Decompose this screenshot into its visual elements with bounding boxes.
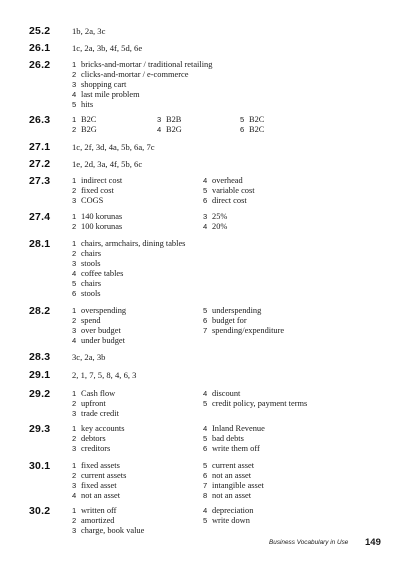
page-number: 149 xyxy=(365,537,381,548)
answer-item: 2 chairs xyxy=(72,249,101,258)
answer-item: 5 chairs xyxy=(72,279,101,288)
answer-item: 2 B2G xyxy=(72,125,97,134)
answer-item: 4 depreciation xyxy=(203,506,254,515)
exercise-number: 27.1 xyxy=(29,141,51,153)
exercise-number: 27.4 xyxy=(29,211,51,223)
book-title: Business Vocabulary in Use xyxy=(269,539,349,546)
exercise-number: 27.2 xyxy=(29,158,51,170)
answer-item: 2 spend xyxy=(72,316,101,325)
answer-item: 5 underspending xyxy=(203,306,262,315)
answer-item: 5 current asset xyxy=(203,461,255,470)
exercise-number: 30.1 xyxy=(29,460,51,472)
answer-item: 5 credit policy, payment terms xyxy=(203,399,308,408)
answer-item: 3 charge, book value xyxy=(72,526,145,535)
answer-line: 1e, 2d, 3a, 4f, 5b, 6c xyxy=(72,159,143,169)
answer-item: 6 not an asset xyxy=(203,471,252,480)
answer-item: 3 creditors xyxy=(72,444,111,453)
answer-item: 3 B2B xyxy=(157,115,182,124)
answer-item: 7 intangible asset xyxy=(203,481,264,490)
answer-item: 6 write them off xyxy=(203,444,260,453)
answer-item: 2 amortized xyxy=(72,516,115,525)
answer-item: 2 100 korunas xyxy=(72,222,123,231)
answer-item: 1 fixed assets xyxy=(72,461,120,470)
answer-item: 4 not an asset xyxy=(72,491,121,500)
answer-item: 4 coffee tables xyxy=(72,269,124,278)
exercise-number: 29.1 xyxy=(29,369,51,381)
answer-item: 2 debtors xyxy=(72,434,106,443)
answer-item: 4 discount xyxy=(203,389,241,398)
answer-item: 2 fixed cost xyxy=(72,186,114,195)
answer-item: 3 trade credit xyxy=(72,409,119,418)
answer-item: 6 budget for xyxy=(203,316,247,325)
answer-item: 7 spending/expenditure xyxy=(203,326,285,335)
answer-item: 5 bad debts xyxy=(203,434,244,443)
answer-item: 1 key accounts xyxy=(72,424,125,433)
answer-item: 4 last mile problem xyxy=(72,90,140,99)
exercise-number: 26.3 xyxy=(29,114,51,126)
exercise-number: 29.2 xyxy=(29,388,51,400)
exercise-number: 26.2 xyxy=(29,59,51,71)
exercise-number: 28.2 xyxy=(29,305,51,317)
answer-item: 1 chairs, armchairs, dining tables xyxy=(72,239,186,248)
answer-item: 5 hits xyxy=(72,100,94,109)
answer-item: 5 B2C xyxy=(240,115,265,124)
answer-item: 4 overhead xyxy=(203,176,243,185)
answer-item: 1 B2C xyxy=(72,115,97,124)
answer-item: 1 bricks-and-mortar / traditional retailing xyxy=(72,60,213,69)
answer-item: 2 upfront xyxy=(72,399,106,408)
answer-item: 4 20% xyxy=(203,222,228,231)
answer-item: 1 written off xyxy=(72,506,117,515)
answer-line: 1c, 2a, 3b, 4f, 5d, 6e xyxy=(72,43,143,53)
answer-line: 2, 1, 7, 5, 8, 4, 6, 3 xyxy=(72,370,137,380)
answer-line: 1b, 2a, 3c xyxy=(72,26,106,36)
answer-item: 1 140 korunas xyxy=(72,212,123,221)
exercise-number: 30.2 xyxy=(29,505,51,517)
answer-item: 6 direct cost xyxy=(203,196,247,205)
answer-item: 1 indirect cost xyxy=(72,176,123,185)
answer-item: 3 over budget xyxy=(72,326,121,335)
answer-item: 3 shopping cart xyxy=(72,80,127,89)
answer-item: 3 fixed asset xyxy=(72,481,117,490)
answer-item: 4 B2G xyxy=(157,125,182,134)
exercise-number: 28.1 xyxy=(29,238,51,250)
answer-item: 3 stools xyxy=(72,259,101,268)
answer-item: 6 stools xyxy=(72,289,101,298)
exercise-number: 29.3 xyxy=(29,423,51,435)
exercise-number: 28.3 xyxy=(29,351,51,363)
answer-item: 2 current assets xyxy=(72,471,127,480)
answer-line: 3c, 2a, 3b xyxy=(72,352,106,362)
answer-item: 5 variable cost xyxy=(203,186,255,195)
exercise-number: 26.1 xyxy=(29,42,51,54)
answer-item: 6 B2C xyxy=(240,125,265,134)
answer-item: 4 Inland Revenue xyxy=(203,424,265,433)
answer-item: 1 overspending xyxy=(72,306,127,315)
answer-item: 2 clicks-and-mortar / e-commerce xyxy=(72,70,189,79)
answer-item: 4 under budget xyxy=(72,336,125,345)
answer-item: 1 Cash flow xyxy=(72,389,116,398)
answer-item: 3 COGS xyxy=(72,196,104,205)
answer-item: 8 not an asset xyxy=(203,491,252,500)
answer-item: 3 25% xyxy=(203,212,228,221)
answer-item: 5 write down xyxy=(203,516,250,525)
exercise-number: 27.3 xyxy=(29,175,51,187)
answer-line: 1c, 2f, 3d, 4a, 5b, 6a, 7c xyxy=(72,142,155,152)
exercise-number: 25.2 xyxy=(29,25,51,37)
